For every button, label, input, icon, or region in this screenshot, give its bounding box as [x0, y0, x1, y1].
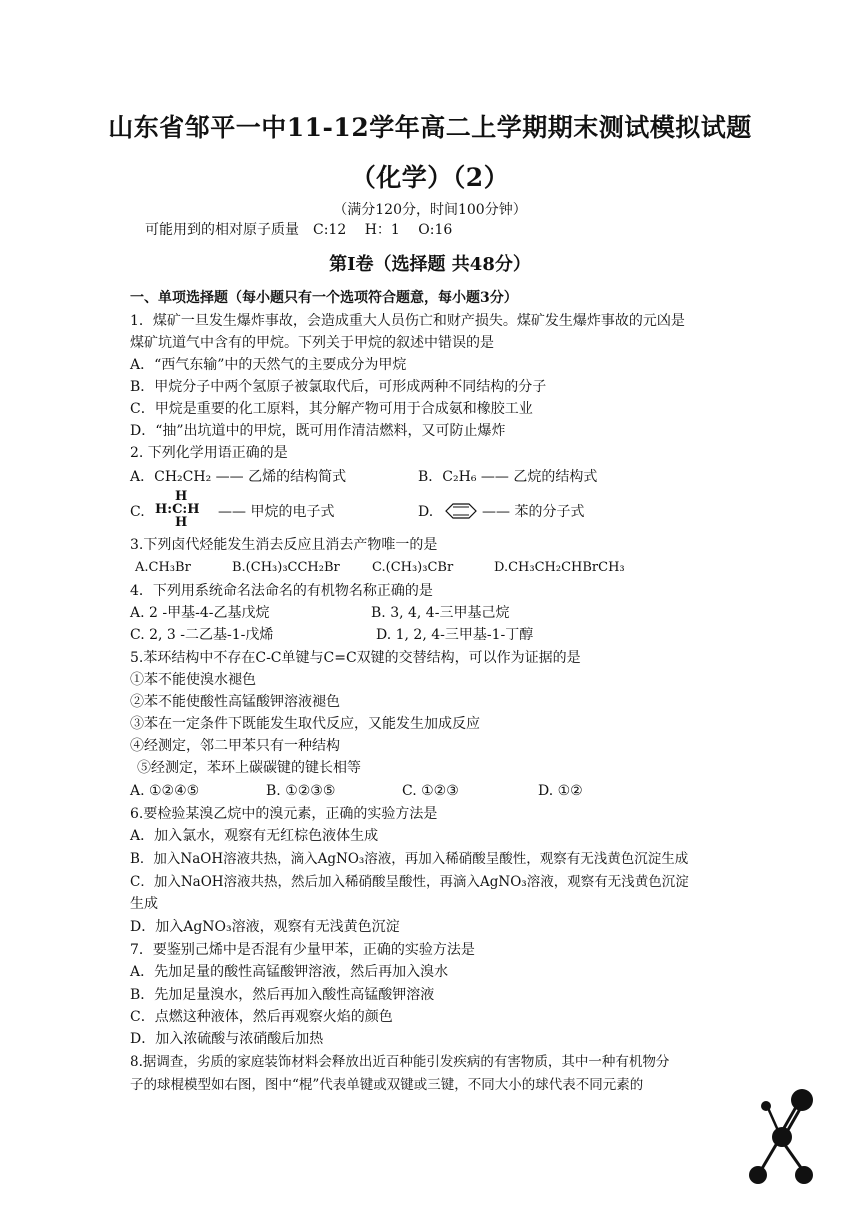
- q6-option-a: A．加入氯水，观察有无红棕色液体生成: [130, 828, 379, 844]
- q6-option-c-2: 生成: [130, 896, 158, 912]
- q1-stem-2: 煤矿坑道气中含有的甲烷。下列关于甲烷的叙述中错误的是: [130, 335, 494, 351]
- q1-option-b: B．甲烷分子中两个氢原子被氯取代后，可形成两种不同结构的分子: [130, 379, 547, 395]
- q6-option-b: B．加入NaOH溶液共热，滴入AgNO₃溶液，再加入稀硝酸呈酸性，观察有无浅黄色沉淀生成: [130, 851, 689, 867]
- q4-option-c: C. 2, 3 -二乙基-1-戊烯: [130, 627, 274, 643]
- q5-option-a: A. ①②④⑤: [130, 783, 200, 799]
- lewis-h-bottom: H: [175, 515, 188, 530]
- q2-stem: 2. 下列化学用语正确的是: [130, 445, 288, 461]
- atom-oxygen: [791, 1089, 813, 1111]
- atom-hydrogen: [761, 1101, 771, 1111]
- q3-stem: 3.下列卤代烃能发生消去反应且消去产物唯一的是: [130, 537, 438, 553]
- q4-stem: 4．下列用系统命名法命名的有机物名称正确的是: [130, 583, 433, 599]
- q5-option-b: B. ①②③⑤: [266, 783, 336, 799]
- q1-stem-1: 1．煤矿一旦发生爆炸事故，会造成重大人员伤亡和财产损失。煤矿发生爆炸事故的元凶是: [130, 313, 685, 329]
- q2-option-d-label: D.: [418, 504, 434, 520]
- q2-option-c-text: —— 甲烷的电子式: [218, 504, 335, 520]
- q5-statement-1: ①苯不能使溴水褪色: [130, 672, 256, 688]
- section-heading: 第Ⅰ卷（选择题 共48分）: [329, 254, 531, 275]
- q2-option-a: A．CH₂CH₂ —— 乙烯的结构简式: [130, 469, 347, 485]
- q3-option-b: B.(CH₃)₃CCH₂Br: [232, 560, 340, 575]
- q6-option-c-1: C．加入NaOH溶液共热，然后加入稀硝酸呈酸性，再滴入AgNO₃溶液，观察有无浅黄色沉淀: [130, 874, 689, 890]
- q5-statement-2: ②苯不能使酸性高锰酸钾溶液褪色: [130, 694, 340, 710]
- methane-lewis-structure: [155, 490, 200, 529]
- exam-meta: （满分120分，时间100分钟）: [333, 202, 527, 218]
- q4-option-d: D. 1, 2, 4-三甲基-1-丁醇: [376, 627, 534, 643]
- part-heading: 一、单项选择题（每小题只有一个选项符合题意，每小题3分）: [130, 290, 518, 306]
- atom-left: [749, 1166, 767, 1184]
- q2-option-d-text: —— 苯的分子式: [482, 504, 585, 520]
- q4-option-b: B. 3, 4, 4-三甲基己烷: [371, 605, 510, 621]
- q6-option-d: D．加入AgNO₃溶液，观察有无浅黄色沉淀: [130, 919, 400, 935]
- atom-right: [795, 1166, 813, 1184]
- q5-stem: 5.苯环结构中不存在C-C单键与C=C双键的交替结构，可以作为证据的是: [130, 650, 581, 666]
- q5-option-c: C. ①②③: [402, 783, 459, 799]
- benzene-ring-icon: [444, 503, 478, 519]
- lewis-h-top: H: [175, 489, 188, 504]
- q7-stem: 7．要鉴别己烯中是否混有少量甲苯，正确的实验方法是: [130, 942, 475, 958]
- q7-option-a: A．先加足量的酸性高锰酸钾溶液，然后再加入溴水: [130, 964, 449, 980]
- q6-stem: 6.要检验某溴乙烷中的溴元素，正确的实验方法是: [130, 806, 438, 822]
- q5-statement-5: ⑤经测定，苯环上碳碳键的键长相等: [137, 760, 361, 776]
- q1-option-a: A．“西气东输”中的天然气的主要成分为甲烷: [130, 357, 407, 373]
- q4-option-a: A. 2 -甲基-4-乙基戊烷: [130, 605, 270, 621]
- q7-option-b: B．先加足量溴水，然后再加入酸性高锰酸钾溶液: [130, 987, 435, 1003]
- lewis-middle: H:C:H: [155, 502, 200, 517]
- q3-option-c: C.(CH₃)₃CBr: [372, 560, 454, 575]
- q8-stem-1: 8.据调查，劣质的家庭装饰材料会释放出近百种能引发疾病的有害物质，其中一种有机物分: [130, 1054, 670, 1070]
- q7-option-c: C．点燃这种液体，然后再观察火焰的颜色: [130, 1009, 393, 1025]
- ball-and-stick-model: [742, 1080, 822, 1190]
- q3-option-d: D.CH₃CH₂CHBrCH₃: [494, 560, 625, 575]
- atomic-mass-note: 可能用到的相对原子质量 C:12 H：1 O:16: [145, 222, 453, 238]
- q1-option-d: D．“抽”出坑道中的甲烷，既可用作清洁燃料，又可防止爆炸: [130, 423, 506, 439]
- q8-stem-2: 子的球棍模型如右图，图中“棍”代表单键或双键或三键，不同大小的球代表不同元素的: [130, 1077, 644, 1093]
- q5-option-d: D. ①②: [538, 783, 583, 799]
- q5-statement-4: ④经测定，邻二甲苯只有一种结构: [130, 738, 340, 754]
- q5-statement-3: ③苯在一定条件下既能发生取代反应，又能发生加成反应: [130, 716, 480, 732]
- q2-option-c-label: C.: [130, 504, 145, 520]
- q7-option-d: D．加入浓硫酸与浓硝酸后加热: [130, 1031, 324, 1047]
- atom-carbon: [772, 1127, 792, 1147]
- q1-option-c: C．甲烷是重要的化工原料，其分解产物可用于合成氨和橡胶工业: [130, 401, 533, 417]
- q3-option-a: A.CH₃Br: [135, 560, 191, 575]
- page-subtitle: （化学）（2）: [350, 163, 510, 192]
- page-title: 山东省邹平一中11-12学年高二上学期期末测试模拟试题: [108, 113, 752, 142]
- q2-option-b: B．C₂H₆ —— 乙烷的结构式: [418, 469, 598, 485]
